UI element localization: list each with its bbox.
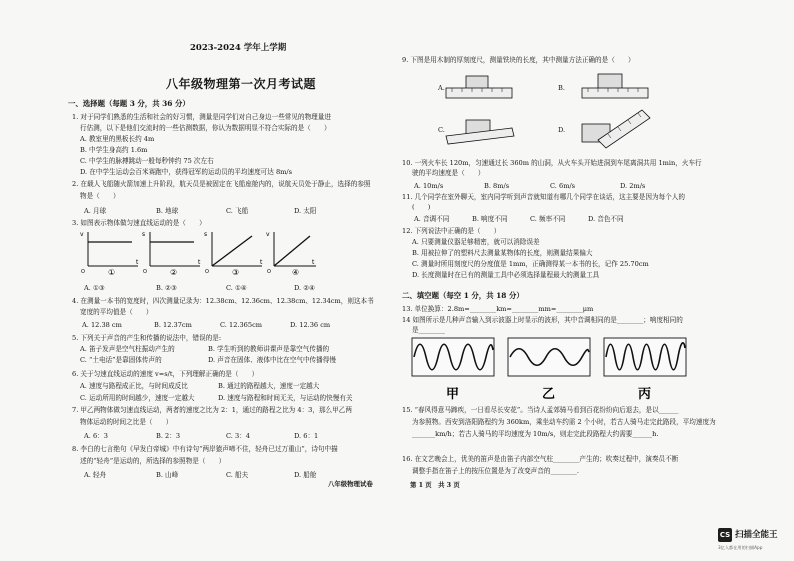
q11-option-c: C. 频率不同 (530, 215, 566, 223)
q2-option-a: A. 月球 (84, 207, 107, 215)
q3-g2-label: ② (170, 268, 178, 276)
q4-stem-1: 4. 在测量一本书的宽度时，四次测量记录为：12.38cm、12.36cm、12.38cm、12.34cm，则这本书 (72, 297, 374, 305)
q5-option-c: C. “土电话”是靠固体传声的 (80, 356, 162, 364)
q1-option-b: B. 中学生身高约 1.6m (80, 146, 148, 154)
q10-option-a: A. 10m/s (414, 182, 444, 190)
q16-text-2: 调整手指在笛子上的按压位置是为了改变声音的________. (412, 467, 579, 475)
q2-option-d: D. 太阳 (294, 207, 317, 215)
q10-stem-1: 10. 一列火车长 120m，匀速通过长 360m 的山洞，从火车头开始进洞到车尾离洞共用 1min，火车行 (402, 159, 702, 167)
q3-g1-origin: O (81, 269, 85, 275)
q2-stem-1: 2. 在载人飞船随火箭加速上升阶段，航天员是被固定在飞船座舱内的，说航天员处于静止，选择的参照 (72, 180, 371, 188)
q7-stem-2: 物体运动的时间之比是（ ） (80, 418, 173, 426)
q9-figures (432, 66, 732, 158)
q3-g2-axis-s: s (142, 231, 146, 238)
q3-g3-axis-s: s (204, 231, 208, 238)
q3-option-b: B. ②③ (156, 284, 177, 292)
q13-text: 13. 单位换算：2.8m=________km=________mm=________μm (402, 305, 594, 313)
q8-option-c: C. 船夫 (226, 471, 249, 479)
q2-option-c: C. 飞船 (226, 207, 249, 215)
waveform-label-yi: 乙 (542, 387, 556, 402)
q3-g2-origin: O (143, 269, 147, 275)
q7-option-d: D. 6：1 (294, 432, 319, 440)
q12-option-d: D. 长度测量时在已有的测量工具中必须选择量程最大的测量工具 (412, 271, 600, 279)
q3-g1-axis-v: v (80, 231, 84, 238)
q9-fig-b (582, 74, 648, 98)
q1-option-c: C. 中学生的脉搏跳动一般每秒钟约 75 次左右 (80, 157, 214, 165)
waveform-label-jia: 甲 (446, 387, 460, 402)
q11-stem-1: 11. 几个同学在室外聊天，室内同学听到声音就知道有哪几个同学在谈话，这主要是因为每个人的 (402, 193, 685, 201)
q7-stem-1: 7. 甲乙两物体做匀速直线运动，两者的速度之比为 2：1，通过的路程之比为 4：3，那么甲乙两 (72, 406, 352, 414)
q3-g3-axis-t: t (260, 259, 263, 266)
q2-stem-2: 物是（ ） (80, 192, 120, 200)
q8-option-b: B. 山峰 (156, 471, 179, 479)
q7-option-b: B. 2：3 (156, 432, 181, 440)
q6-stem: 6. 关于匀速直线运动的速度 v=s/t，下列理解正确的是（ ） (72, 370, 259, 378)
q9-fig-a (446, 76, 512, 98)
q12-option-a: A. 只要测量仪器足够精密，就可以消除误差 (412, 238, 540, 246)
q2-option-b: B. 地球 (156, 207, 179, 215)
q3-graphs (80, 228, 320, 276)
exam-year: 2023-2024 学年上学期 (190, 43, 287, 53)
q3-graph-1 (80, 231, 139, 276)
q5-stem: 5. 下列关于声音的产生和传播的说法中，错误的是: (72, 334, 222, 342)
q1-stem-1: 1. 对于同学们熟悉的生活和社会的好习惯，测量是同学们对自己身边一些常见的物理量进 (72, 113, 331, 121)
q4-option-c: C. 12.365cm (220, 321, 263, 329)
q3-g1-label: ① (108, 268, 116, 276)
q3-graph-3 (204, 231, 263, 276)
q8-option-a: A. 轻舟 (84, 471, 107, 479)
q11-option-b: B. 响度不同 (472, 215, 508, 223)
q3-g4-origin: O (267, 269, 271, 275)
q16-text-1: 16. 在文艺晚会上，优美的笛声是由笛子内部空气柱________产生的；吹奏过程中，演奏员不断 (402, 455, 679, 463)
q11-stem-2: ( ) (412, 203, 431, 211)
q5-option-b: B. 学生听到的教师讲课声是靠空气传播的 (208, 345, 330, 353)
q5-option-a: A. 笛子发声是空气柱振动产生的 (80, 345, 175, 353)
q3-g4-label: ④ (292, 268, 300, 276)
q9-stem: 9. 下图是用木制的厚刻度尺，测量铁块的长度，其中测量方法正确的是（ ） (402, 56, 635, 64)
q9-option-d: D. (558, 126, 566, 134)
q9-option-a: A. (438, 84, 445, 92)
waveform-jia (412, 338, 494, 402)
q3-g3-label: ③ (232, 268, 240, 276)
q15-text-2: 为参照物。西安到洛阳路程约为 360km，乘坐动车约需 2 个小时，若古人骑马走完此路段，平均速度为 (412, 418, 716, 426)
q9-fig-d (582, 110, 650, 148)
scanner-app-tagline: 3亿人都在用的扫描App (718, 545, 763, 550)
waveform-label-bing: 丙 (638, 387, 652, 402)
q8-stem-2: 述的“轻舟”是运动的，所选择的参照物是（ ） (80, 457, 226, 465)
q6-option-c: C. 运动所用的时间越少，速度一定越大 (80, 394, 195, 402)
q14-text-1: 14 如图所示是几种声音输入到示波器上时显示的波形，其中音调相同的是________；响度相同的 (402, 316, 683, 324)
q6-option-b: B. 通过的路程越大，速度一定越大 (218, 382, 320, 390)
q10-stem-2: 驶的平均速度是（ ） (412, 169, 485, 177)
q10-option-b: B. 8m/s (484, 182, 510, 190)
q3-graph-2 (142, 231, 201, 276)
q4-option-a: A. 12.38 cm (82, 321, 122, 329)
scanner-logo (718, 526, 788, 556)
q7-option-a: A. 6：3 (84, 432, 108, 440)
q3-stem: 3. 如图表示物体做匀速直线运动的是（ ） (72, 219, 206, 227)
q3-g4-axis-t: t (312, 259, 315, 266)
q12-option-c: C. 测量时所用刻度尺的分度值是 1mm，正确测得某一本书的长，记作 25.70cm (412, 260, 649, 268)
waveform-yi (508, 338, 590, 402)
section2-title: 二、填空题（每空 1 分，共 18 分） (402, 291, 524, 300)
exam-title: 八年级物理第一次月考试题 (166, 77, 317, 91)
q3-option-d: D. ②④ (294, 284, 316, 292)
q1-option-d: D. 在中学生运动会百米赛跑中，获得冠军的运动员的平均速度可达 8m/s (80, 168, 293, 176)
q5-option-d: D. 声音在固体、液体中比在空气中传播得慢 (208, 356, 336, 364)
footer-page-number: 第 1 页 共 3 页 (410, 481, 460, 489)
q15-text-1: 15. “春风得意马蹄疾，一日看尽长安花”。当诗人孟郊骑马看到百花纷纷向后退去，是以______ (402, 406, 679, 414)
q11-option-d: D. 音色不同 (588, 215, 624, 223)
q3-option-c: C. ①④ (226, 284, 247, 292)
q15-text-3: _______km/h；若古人骑马的平均速度为 10m/s，则走完此段路程大约需要______h. (412, 430, 659, 438)
q12-stem: 12. 下列说法中正确的是（ ） (402, 227, 501, 235)
q10-option-c: C. 6m/s (550, 182, 576, 190)
q1-option-a: A. 教室里的黑板长约 4m (80, 135, 155, 143)
q12-option-b: B. 用被拉伸了的塑料尺去测量某物体的长度，则测量结果偏大 (412, 249, 593, 257)
q7-option-c: C. 3：4 (226, 432, 250, 440)
waveform-bing (604, 338, 686, 402)
q8-option-d: D. 船舱 (294, 471, 317, 479)
q3-g2-axis-t: t (198, 259, 201, 266)
q4-option-b: B. 12.37cm (154, 321, 192, 329)
q3-g1-axis-t: t (136, 259, 139, 266)
q4-stem-2: 宽度的平均值是（ ） (80, 308, 153, 316)
camscanner-icon: CS (718, 528, 732, 542)
q9-option-c: C. (438, 126, 445, 134)
footer-left-label: 八年级物理试卷 (328, 480, 373, 488)
q9-option-b: B. (558, 84, 565, 92)
q10-option-d: D. 2m/s (620, 182, 646, 190)
section1-title: 一、选择题（每题 3 分，共 36 分） (68, 99, 190, 108)
q3-g3-origin: O (205, 269, 209, 275)
q6-option-d: D. 速度与路程和时间无关，与运动的快慢有关 (218, 394, 353, 402)
q8-stem-1: 8. 李白的七言绝句《早发白帝城》中有诗句“两岸猿声啼不住，轻舟已过万重山”，诗句中描 (72, 445, 338, 453)
q1-stem-2: 行估测，以下是他们交流时的一些估测数据，你认为数据明显不符合实际的是（ ） (80, 124, 331, 132)
q6-option-a: A. 速度与路程成正比，与时间成反比 (80, 382, 188, 390)
q11-option-a: A. 音调不同 (414, 215, 450, 223)
q9-fig-c (446, 120, 514, 144)
scanner-app-name: 扫描全能王 (735, 530, 778, 540)
q3-graph-4 (266, 231, 316, 276)
q3-option-a: A. ①③ (84, 284, 105, 292)
q14-text-2: 是________ (412, 326, 445, 334)
q3-g4-axis-v: v (266, 231, 270, 238)
q14-waveforms (410, 336, 710, 402)
q4-option-d: D. 12.36 cm (290, 321, 331, 329)
